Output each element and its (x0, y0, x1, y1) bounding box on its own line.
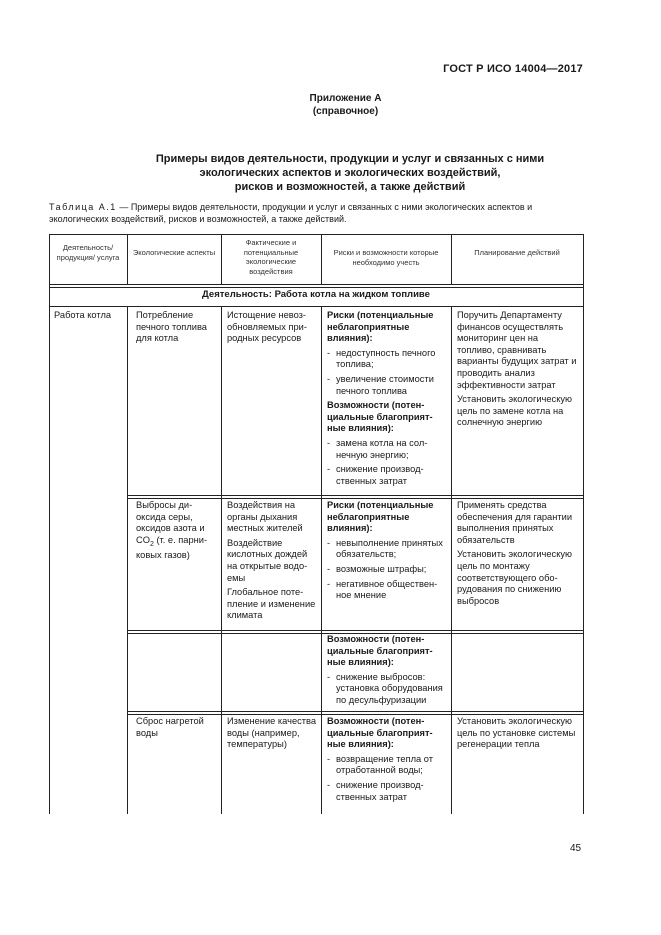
row2-actions (457, 500, 577, 610)
header-aspects: Экологические аспекты (132, 248, 216, 257)
row3-opportunities (327, 634, 447, 710)
row4-impact: Изменение качества воды (например, температуры) (227, 716, 317, 750)
opportunities-title: Возможности (потенциальные благоприятные влияния): (327, 400, 433, 434)
row2-risks (327, 500, 447, 605)
table-caption (49, 202, 589, 225)
row2-aspect: Выбросы диоксида серы, оксидов азота и $CO_2$ (т. е. парниковых газов) (136, 500, 208, 561)
list-item: - замена котла на солнечную энергию; (327, 437, 428, 460)
title-line: Примеры видов деятельности, продукции и услуг и связанных с ними (155, 153, 545, 165)
opportunities-title: Возможности (потенциальные благоприятные влияния): (327, 716, 433, 750)
list-item: - возможные штрафы; (327, 563, 427, 574)
opportunities-title: Возможности (потенциальные благоприятные влияния): (327, 634, 433, 668)
document-title (70, 152, 630, 194)
caption-label: Таблица А.1 (49, 202, 117, 212)
activity-heading: Деятельность: Работа котла на жидком топливе (202, 289, 430, 300)
impact-text: Воздействие кислотных дождей на открытые водоемы (227, 537, 308, 583)
action-text: Применять средства обеспечения для гарантии выполнения принятых обязательств (457, 500, 573, 545)
risks-title: Риски (потенциальные неблагоприятные влияния): (327, 500, 434, 534)
list-item: - недоступность печного топлива; (327, 347, 436, 370)
row4-action: Установить экологическую цель по установке системы регенерации тепла (457, 716, 576, 750)
action-text: Установить экологическую цель по монтажу соответствующего оборудования по снижению выбросов (457, 549, 572, 606)
list-item: - невыполнение принятых обязательств; (327, 537, 443, 560)
header-activity: Деятельность/ продукция/ услуга (56, 243, 120, 262)
row1-activity: Работа котла (54, 310, 112, 320)
header-risks: Риски и возможности которые необходимо учесть (333, 248, 439, 267)
list-item: - увеличение стоимости печного топлива (327, 373, 434, 396)
row1-risks-opps (327, 310, 447, 490)
annex-title: Приложение А (309, 93, 382, 104)
row4-opportunities (327, 716, 447, 806)
list-item: - снижение производственных затрат (327, 464, 424, 486)
list-item: - негативное общественное мнение (327, 578, 438, 601)
impact-text: Воздействия на органы дыхания местных жителей (227, 500, 303, 534)
page-number: 45 (570, 843, 582, 854)
list-item: - снижение производственных затрат (327, 779, 424, 802)
action-text: Поручить Департаменту финансов осуществлять мониторинг цен на топливо, сравнивать варианты будущих затрат и проводить анализ эффективности затрат (457, 310, 577, 390)
row1-aspect: Потребление печного топлива для котла (136, 310, 207, 344)
impact-text: Глобальное потепление и изменение климата (227, 587, 316, 621)
list-item: - снижение выбросов: установка оборудования по десульфуризации (327, 671, 443, 705)
header-actions: Планирование действий (474, 248, 560, 257)
annex-heading (0, 92, 661, 118)
row4-aspect: Сброс нагретой воды (136, 716, 204, 738)
title-line: рисков и возможностей, а также действий (234, 181, 466, 193)
row1-impact: Истощение невозобновляемых природных ресурсов (227, 310, 307, 344)
standard-number: ГОСТ Р ИСО 14004—2017 (443, 63, 583, 75)
title-line: экологических аспектов и экологических воздействий, (199, 167, 501, 179)
caption-text: — Примеры видов деятельности, продукции и услуг и связанных с ними экологических аспектов и экологических воздействий, рисков и возможностей, а также действий. (49, 202, 533, 224)
risks-title: Риски (потенциальные неблагоприятные влияния): (327, 310, 434, 344)
list-item: - возвращение тепла от отработанной воды; (327, 753, 433, 776)
action-text: Установить экологическую цель по замене котла на солнечную энергию (457, 394, 572, 428)
annex-note: (справочное) (312, 106, 379, 117)
row1-actions (457, 310, 577, 432)
row2-impacts (227, 500, 317, 625)
header-impacts: Фактические и потенциальные экологические воздействия (243, 238, 299, 276)
